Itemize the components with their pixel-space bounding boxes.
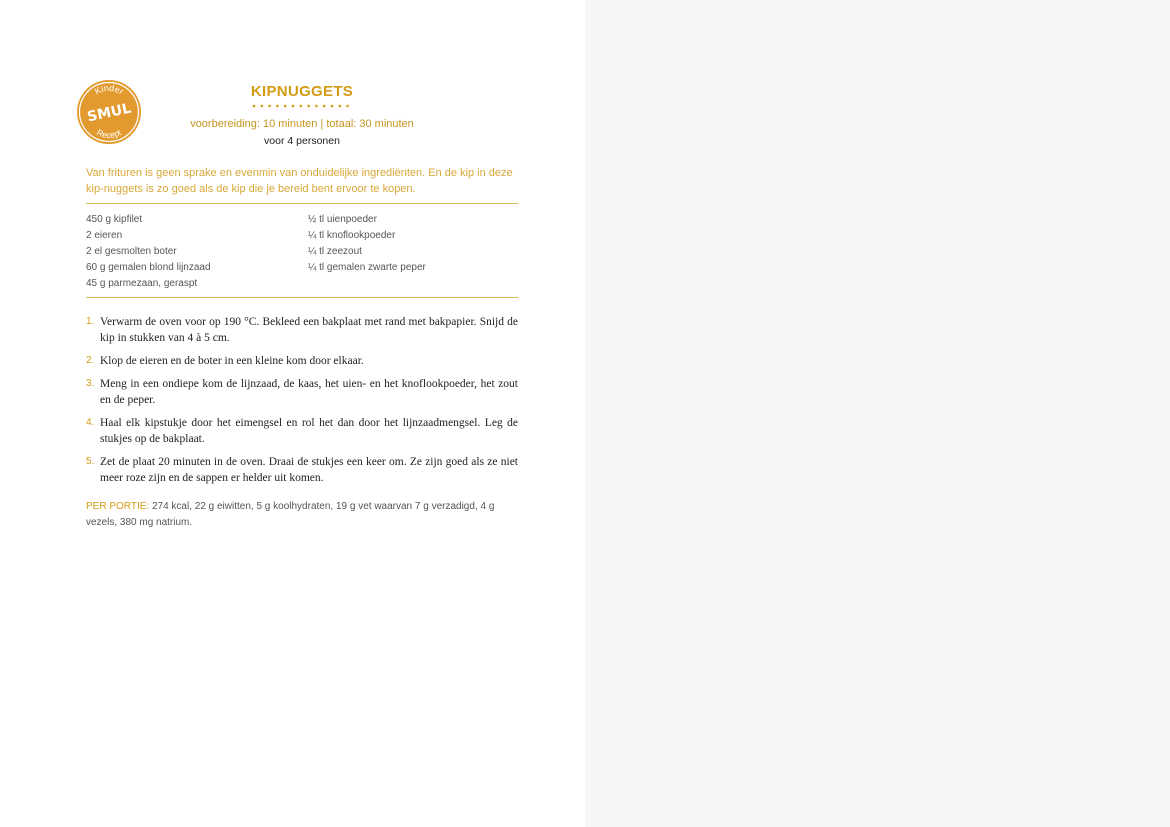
step-number: 2.: [86, 355, 95, 366]
divider-dot: [339, 105, 342, 108]
step-text: Klop de eieren en de boter in een kleine kom door elkaar.: [100, 355, 364, 367]
step-item: [86, 415, 518, 447]
step-number: 3.: [86, 378, 95, 389]
ingredient-item: 450 g kipfilet: [86, 214, 143, 225]
divider-dot: [253, 105, 256, 108]
divider-dot: [268, 105, 271, 108]
badge-top-text: Kinder: [92, 82, 126, 97]
step-item: [86, 314, 518, 346]
divider-dot: [307, 105, 310, 108]
title-dot-divider: [251, 101, 351, 111]
ingredients-column-2: [308, 212, 518, 276]
divider-dot: [331, 105, 334, 108]
badge-center-text: SMUL: [85, 100, 133, 126]
step-text: Meng in een ondiepe kom de lijnzaad, de kaas, het uien- en het knoflookpoeder, het zout en de peper.: [100, 378, 518, 406]
recipe-intro: Van frituren is geen sprake en evenmin van onduidelijke ingrediënten. En de kip in deze kip-nuggets is zo goed als de kip die je bereid bent ervoor te kopen.: [86, 167, 513, 195]
ingredient-item: 2 eieren: [86, 230, 123, 241]
ingredient-item: ¼ tl gemalen zwarte peper: [308, 262, 426, 273]
nutrition-info: [86, 499, 518, 531]
ingredient-item: 45 g parmezaan, geraspt: [86, 278, 198, 289]
recipe-timing: voorbereiding: 10 minuten | totaal: 30 minuten: [190, 118, 414, 130]
ingredient-item: ¼ tl knoflookpoeder: [308, 230, 396, 241]
recipe-servings: voor 4 personen: [264, 135, 340, 147]
divider-dot: [292, 105, 295, 108]
step-text: Verwarm de oven voor op 190 °C. Bekleed een bakplaat met rand met bakpapier. Snijd de kip in stukken van 4 à 5 cm.: [100, 316, 518, 344]
divider-dot: [261, 105, 264, 108]
divider-dot: [346, 105, 349, 108]
step-number: 4.: [86, 417, 95, 428]
ingredient-item: 60 g gemalen blond lijnzaad: [86, 262, 211, 273]
preparation-steps: [86, 314, 518, 493]
ingredients-column-1: [86, 212, 296, 292]
divider-dot: [323, 105, 326, 108]
nutrition-label: PER PORTIE:: [86, 501, 150, 512]
kinder-smul-recept-badge: [76, 79, 142, 145]
step-item: [86, 454, 518, 486]
step-number: 5.: [86, 456, 95, 467]
step-item: [86, 353, 518, 369]
ingredient-item: ½ tl uienpoeder: [308, 214, 377, 225]
step-number: 1.: [86, 316, 95, 327]
ingredient-item: 2 el gesmolten boter: [86, 246, 177, 257]
nutrition-text: 274 kcal, 22 g eiwitten, 5 g koolhydraten, 19 g vet waarvan 7 g verzadigd, 4 g vezels, 380 mg natrium.: [86, 501, 495, 528]
ingredients-bottom-divider: [86, 297, 518, 298]
recipe-title: KIPNUGGETS: [250, 83, 354, 100]
divider-dot: [300, 105, 303, 108]
divider-dot: [276, 105, 279, 108]
badge-bottom-text: Recept: [95, 127, 123, 141]
divider-dot: [284, 105, 287, 108]
step-text: Zet de plaat 20 minuten in de oven. Draai de stukjes een keer om. Ze zijn goed als ze niet meer roze zijn en de sappen er helder uit komen.: [100, 456, 518, 484]
divider-dot: [315, 105, 318, 108]
ingredients-top-divider: [86, 203, 518, 204]
right-page-blank: [585, 0, 1170, 827]
step-item: [86, 376, 518, 408]
step-text: Haal elk kipstukje door het eimengsel en rol het dan door het lijnzaadmengsel. Leg de stukjes op de bakplaat.: [100, 417, 518, 445]
ingredient-item: ¼ tl zeezout: [308, 246, 362, 257]
